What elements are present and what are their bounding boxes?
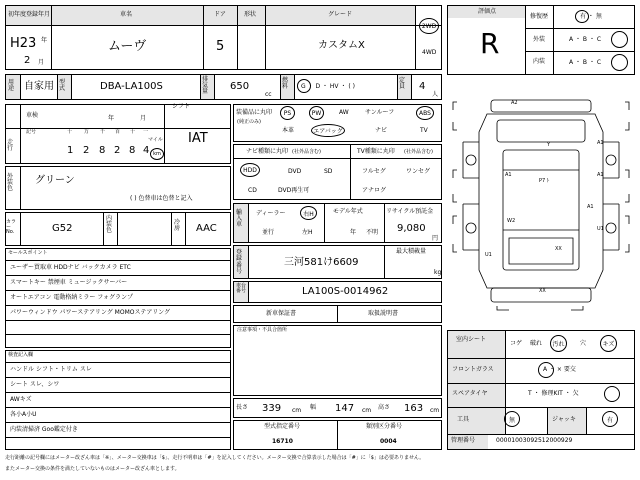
color-frame [5, 166, 231, 210]
diagram-label: A1 [505, 172, 512, 178]
reg-no-label: 登録番号 [236, 249, 243, 275]
cd-option: CD [248, 187, 257, 194]
width-value: 147 [335, 403, 355, 414]
shape-label: 形状 [244, 11, 257, 18]
inspector-line: ハンドル シフト・トリム スレ [10, 366, 92, 373]
model-value: DBA-LA100S [100, 81, 163, 92]
reg-no-value: 三河581け6609 [284, 257, 359, 268]
interior-grade-opts: A ・ B ・ C [569, 59, 602, 66]
inspector-line: 各小A小U [10, 411, 37, 418]
ext-color-value: グリーン [35, 175, 75, 186]
reg-era: H23 [10, 36, 37, 51]
equipment-label: 装備品に丸印 [236, 109, 273, 116]
disp-unit: cc [265, 91, 272, 98]
navi-option: ナビ [375, 127, 388, 134]
pw-circle: PW [309, 106, 324, 120]
car-name-label: 車名 [120, 11, 133, 18]
interior-grade-circle [611, 54, 628, 71]
exterior-grade-circle [611, 31, 628, 48]
spare-opts: T ・ 修理KIT ・ 欠 [528, 390, 579, 397]
diagram-label: W2 [507, 218, 516, 224]
diagram-label: Y [547, 142, 551, 148]
seat-stain-circle: 汚れ [550, 335, 567, 352]
sunroof-option: サンルーフ [365, 109, 395, 116]
seat-opt: 穴 [580, 340, 587, 347]
km-circle: km [150, 148, 164, 160]
disp-value: 650 [230, 81, 250, 92]
height-value: 163 [404, 403, 424, 414]
chassis-value: LA100S-0014962 [302, 286, 389, 297]
digits-label: 記号 [26, 129, 37, 135]
inspection-year: 年 [108, 115, 115, 122]
damage-diagram [447, 80, 635, 325]
dvd-option: DVD [288, 168, 302, 175]
seat-scratch-circle: キズ [600, 335, 617, 352]
right-hand-circle: 右H [300, 206, 317, 220]
usage-label: 用途 [8, 79, 15, 92]
notes-frame [233, 325, 442, 396]
analog-option: アナログ [362, 187, 387, 194]
import-label: 輸入車 [236, 209, 243, 228]
odo-digit: 1 [67, 145, 74, 156]
usage-value: 自家用 [24, 81, 54, 92]
tools-value-circle: 無 [504, 411, 520, 427]
shift-label: シフト [172, 103, 191, 110]
parallel-option: 並行 [262, 229, 275, 236]
ps-circle: PS [280, 106, 295, 120]
diagram-label: U1 [597, 226, 604, 232]
ac-value: AAC [196, 223, 217, 234]
reg-month: 2 [24, 55, 31, 66]
model-label: 型式 [59, 79, 66, 92]
front-glass-opts: A ・ × 要交 [543, 366, 576, 373]
recycle-value: 9,080 [397, 223, 426, 234]
equipment-sub: (純正のみ) [237, 119, 261, 125]
hdd-circle: HDD [240, 163, 260, 177]
exterior-grade-opts: A ・ B ・ C [569, 36, 602, 43]
category-value: 0004 [380, 438, 397, 445]
mgmt-label: 管理番号 [451, 437, 476, 444]
jack-label: ジャッキ [552, 416, 576, 423]
dealer-option: ディーラー [256, 210, 286, 217]
leather-option: 本革 [282, 127, 295, 134]
tv-option: TV [420, 127, 428, 134]
capacity-label: 定員 [399, 77, 406, 90]
aw-option: AW [339, 109, 349, 116]
diagram-label: A1 [587, 204, 594, 210]
max-load-label: 最大積載量 [396, 248, 427, 255]
seat-label: 室内シート [456, 336, 487, 343]
warranty-label: 新車保証書 [266, 310, 297, 317]
width-label: 幅 [310, 404, 317, 411]
sales-line: ユーザー買取車 HDDナビ バックカメラ ETC [10, 264, 131, 271]
shift-value: IAT [188, 131, 208, 146]
seat-opt: コゲ [510, 340, 523, 347]
car-name: ムーヴ [108, 39, 147, 54]
inspector-line: 内装清掃済 Goo鑑定付き [10, 426, 78, 433]
color-no-label: カラー No. [6, 219, 17, 235]
height-label: 高さ [378, 404, 391, 411]
manual-label: 取扱説明書 [368, 310, 399, 317]
odo-digit: 8 [99, 145, 106, 156]
sales-line: オートエアコン 電動格納ミラー フォグランプ [10, 294, 133, 301]
seat-opt: 破れ [530, 340, 543, 347]
category-label: 類別区分番号 [366, 423, 403, 430]
jack-value-circle: 有 [602, 411, 618, 427]
travel-label: 走行 [7, 139, 14, 152]
grade-box-title: 評価点 [478, 8, 497, 15]
diagram-label: A2 [511, 100, 518, 106]
type-designation-label: 型式指定番号 [264, 423, 301, 430]
repair-opts: 有 ・ 無 [580, 13, 602, 20]
grade-value: カスタムX [318, 40, 365, 51]
chassis-label: 車台番号 [236, 283, 247, 294]
odo-digit: 4 [143, 145, 150, 156]
color-no-value: G52 [52, 223, 73, 234]
drive-2wd-circle: 2WD [419, 18, 439, 34]
ext-color-label: 外装色 [7, 173, 14, 192]
doors-label: ドア [214, 11, 226, 18]
fuel-options: G ・ D ・ HV ・ ( ) [301, 83, 355, 90]
mgmt-number: 00001003092512000929 [496, 437, 573, 444]
model-year-label: モデル年式 [333, 208, 363, 215]
oneseg-option: ワンセグ [406, 168, 431, 175]
capacity-value: 4 [419, 81, 426, 92]
ac-label: 冷房 [174, 219, 181, 232]
evaluation-score: R [480, 27, 500, 60]
left-hand-option: 左H [302, 229, 313, 236]
inspector-frame [5, 350, 231, 450]
diagram-label: A1 [597, 172, 604, 178]
odo-digit: 2 [114, 145, 121, 156]
drive-4wd: 4WD [422, 49, 437, 56]
spare-none-circle [604, 386, 620, 402]
airbag-circle: エアバッグ [311, 124, 345, 137]
diagram-label: U1 [485, 252, 492, 258]
notes-label: 注意事項・不具合箇所 [237, 327, 288, 333]
length-label: 長さ [236, 404, 249, 411]
diagram-label: XX [539, 288, 546, 294]
nav-type-label: ナビ種類に丸印 [246, 148, 289, 155]
reg-year-label: 初年度登録年月 [8, 11, 51, 18]
sales-point-label: セールスポイント [8, 250, 48, 256]
fullseg-option: フルセグ [362, 168, 386, 175]
odometer: 十 万 千 百 十 一 1 2 8 2 8 4 [67, 129, 150, 156]
interior-grade-label: 内装 [533, 58, 546, 65]
diagram-label: XX [555, 246, 562, 252]
sales-line: スマートキー 禁煙車 ミュージックサーバー [10, 279, 128, 286]
length-value: 339 [262, 403, 282, 414]
reg-year-unit: 年 [41, 37, 48, 44]
repair-label: 修復歴 [530, 13, 549, 20]
color-change-note: ( ) 色替車は色替と記入 [130, 195, 193, 202]
diagram-label: A1 [597, 140, 604, 146]
doors-value: 5 [216, 39, 225, 54]
tools-label: 工具 [457, 416, 470, 423]
unit-mile: マイル [148, 137, 163, 143]
exterior-grade-label: 外装 [533, 36, 546, 43]
recycle-label: リサイクル預託金 [386, 208, 434, 215]
interior-color-label: 内装色 [106, 215, 113, 234]
inspection-label: 車検 [26, 112, 39, 119]
inspection-month: 月 [140, 115, 147, 122]
odo-digit: 2 [83, 145, 90, 156]
sales-line: パワーウィンドウ パワーステアリング MOMOステアリング [10, 309, 170, 316]
sd-option: SD [324, 168, 333, 175]
abs-circle: ABS [416, 106, 434, 120]
front-glass-label: フロントガラス [452, 366, 494, 373]
grade-label: グレード [328, 11, 353, 18]
tv-type-label: TV種類に丸印 [357, 148, 395, 155]
footer-line1: 走行距離の記号欄にはメーター改ざん車は「※」、メーター交換車は「$」、走行不明車は「#」を記入してください。メーター交換で合算表示した場合は「#」に「$」は必要ありません。 [5, 455, 425, 461]
capacity-unit: 人 [432, 91, 439, 98]
footer-line2: またメーター交換の条件を満たしていないものはメーター改ざん車とします。 [5, 466, 180, 472]
dvd-play-option: DVD再生可 [278, 187, 310, 194]
fuel-label: 燃料 [282, 77, 289, 90]
odo-digit: 8 [129, 145, 136, 156]
inspector-label: 検査記入欄 [8, 352, 34, 358]
reg-month-unit: 月 [38, 59, 45, 66]
spare-label: スペアタイヤ [452, 390, 488, 397]
diagram-label: P7ト [539, 178, 551, 184]
inspector-line: シート スレ、シワ [10, 381, 60, 388]
disp-label: 排気量 [202, 76, 209, 95]
type-designation-value: 16710 [272, 438, 293, 445]
inspector-line: AWキズ [10, 396, 32, 403]
